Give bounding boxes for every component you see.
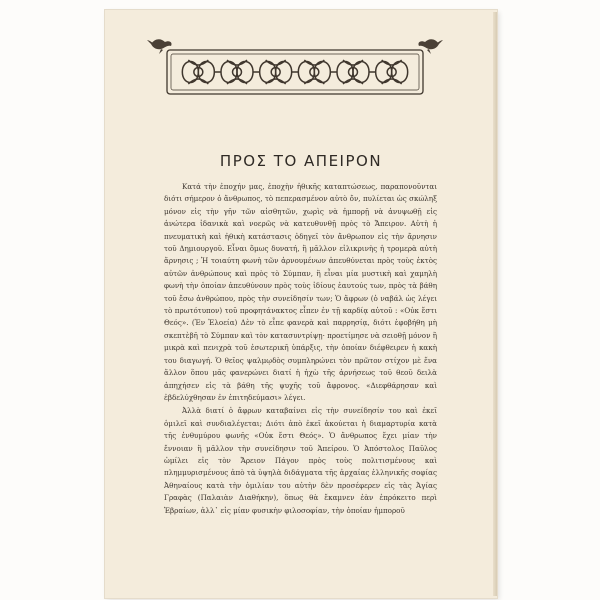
paragraph-1: Κατά τὴν ἐποχήν μας, ἐποχὴν ἠθικῆς καταπτώσεως, παραπονοῦνται διότι σήμερον ὁ ἄνθρωπος, τὸ πεπερασμένον αὐτὸ ὄν, πυλίεται ὡς σκώληξ μόνον εἰς τὴν γῆν τῶν αἰσθητῶν, χωρὶς νὰ ἠμπορῇ νὰ ἀνυψωθῇ εἰς ἀνώτερα ἰδανικὰ καὶ νοερῶς νὰ κατευθυνθῇ πρὸς τὸ Ἄπειρον. Αὐτὴ ἡ πνευματικὴ καὶ ἠθικὴ κατάστασις ὁδηγεῖ τὸν ἄνθρωπον εἰς τὴν ἄρνησιν τοῦ Δημιουργοῦ. Εἶναι ὅμως δυνατή, ἢ μᾶλλον εἰλικρινὴς ἡ τρομερὰ αὐτὴ ἄρνησις ; Ἡ τοιαύτη φωνὴ τῶν ἀρνουμένων ἀπευθύνεται πρὸς τοὺς ἐκτὸς αὐτῶν ἀνθρώπους καὶ πρὸς τὸ Σύμπαν, ἢ εἶναι μία μυστικὴ καὶ χαμηλὴ φωνὴ τὴν ὁποίαν ἀπευθύνουν πρὸς τοὺς ἰδίους ἑαυτούς των, πρὸς τὰ βάθη τοῦ ἔσω ἀνθρώπου, πρὸς τὴν συνείδησίν των; Ὁ ἄφρων (ὁ ναβάλ ὡς λέγει τὸ πρωτότυπον) τοῦ προφητάνακτος εἶπεν ἐν τῇ καρδίᾳ αὐτοῦ : «Οὐκ ἔστι Θεός». (Ἐν Ἑλοεία) Δὲν τὸ εἶπε φανερὰ καὶ παρρησίᾳ, διότι ἐφοβήθη μὴ σκεπτὲβῆ τὸ Σύμπαν καὶ τὸν κατασυντρίψῃ· προετίμησε νὰ σειοθῇ μόνον ἢ μικρὰ καὶ πενιχρὰ τοῦ ἐσωτερικῆ ὑπάρξις, τὴν ὁποίαν διέφθειρεν ἡ κακὴ του διαγωγή. Ὁ θεῖος ψαλμῳδὸς συμπληρώνει τὸν πρῶτον στίχον μὲ ἕνα ἄλλον ὅπου μᾶς φανερώνει διατί ἡ ἠχὼ τῆς ἀρνήσεως τοῦ θεοῦ δειλὰ ἀπηχήσεν εἰς τὰ βάθη τῆς ψυχῆς τοῦ ἄφρονος. «Διεφθάρησαν καὶ ἐβδελύχθησαν ἐν ἐπιτηδεύμασι» λέγει. <box>164 182 437 402</box>
paragraph-2: Ἀλλὰ διατί ὁ ἄφρων καταβαίνει εἰς τὴν συνείδησίν του καὶ ἐκεῖ ὁμιλεῖ καὶ συνδιαλέγεται; Διότι ἀπὸ ἐκεῖ ἀκούεται ἡ διαμαρτυρία κατὰ τῆς ἐνθυμύρου φωνῆς «Οὐκ ἔστι Θεός». Ὁ ἄνθρωπος ἔχει μίαν τὴν ἔννοιαν ἢ μᾶλλον τὴν συνείδησιν τοῦ Ἀπείρου. Ὁ Ἀπόστολος Παῦλος ὡμίλει εἰς τὸν Ἄρειον Πάγον πρὸς τοὺς πολιτισμένους καὶ πλημμυρισμένους ἀπὸ τὰ ὑψηλὰ διδάγματα τῆς ἀρχαίας ἑλληνικῆς σοφίας Ἀθηναίους κατὰ τὴν ὁμιλίαν του αὐτὴν δὲν προσέφερεν εἰς τὰς Ἁγίας Γραφὰς (Παλαιὰν Διαθήκην), ὅπως θὰ ἔκαμνεν ἐὰν ἐπρόκειτο περὶ Ἑβραίων, ἀλλ᾽ εἰς μίαν φυσικὴν φιλοσοφίαν, τὴν ὁποίαν ἠμποροῦ <box>164 406 437 515</box>
page-edge-shadow <box>493 12 497 596</box>
knot-motif <box>337 60 369 84</box>
knot-motif <box>298 60 330 84</box>
page-title: ΠΡΟΣ ΤΟ ΑΠΕΙΡΟΝ <box>219 152 383 170</box>
knot-motif <box>260 60 292 84</box>
knot-motif <box>182 60 214 84</box>
knot-motif <box>221 60 253 84</box>
knot-band-ornament <box>145 30 445 100</box>
body-text <box>164 181 437 517</box>
knot-motif <box>376 60 408 84</box>
